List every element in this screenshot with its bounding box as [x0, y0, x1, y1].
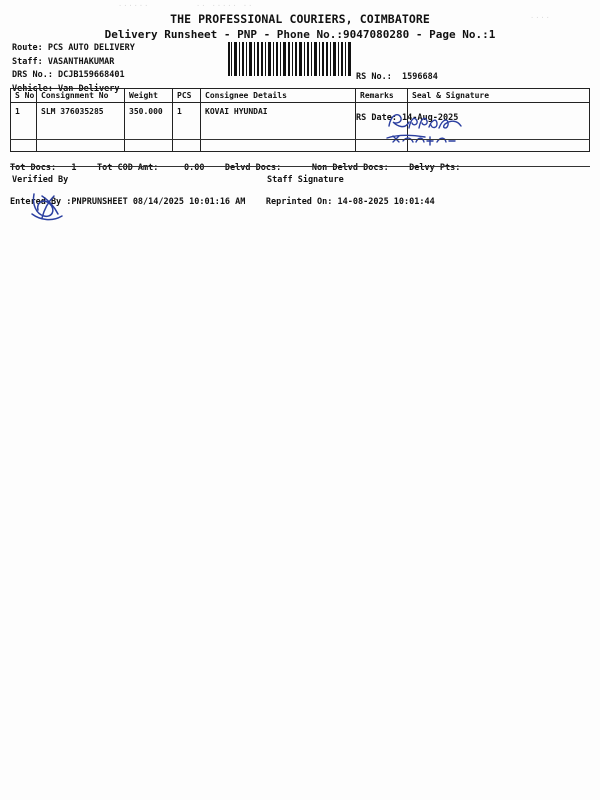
vehicle-line: Vehicle: Van Delivery [12, 83, 120, 94]
column-header-s-no: S No [11, 89, 37, 102]
totals-line-1: Tot Docs: 1 Tot COD Amt: 0.00 Delvd Docs: Non Delvd Docs: Delvy Pts: [10, 163, 461, 173]
barcode-value [228, 76, 229, 77]
column-header-remarks: Remarks [356, 89, 408, 102]
barcode-icon [228, 42, 352, 76]
scan-mark-right: ···· [530, 14, 551, 22]
drs-no-line: DRS No.: DCJB159668401 [12, 70, 125, 80]
cell-consignee: KOVAI HYUNDAI [201, 103, 356, 151]
totals-line-2: Entered By :PNPRUNSHEET 08/14/2025 10:01:16 AM Reprinted On: 14-08-2025 10:01:44 [10, 197, 435, 207]
column-header-seal-signature: Seal & Signature [412, 91, 490, 100]
totals-top-rule [10, 139, 590, 140]
column-header-pcs: PCS [173, 89, 201, 102]
column-header-consignment: Consignment No [37, 89, 125, 102]
cell-pcs: 1 [173, 103, 201, 151]
rs-date-line: RS Date: 14-Aug-2025 [356, 112, 459, 123]
totals-block [10, 143, 590, 227]
verified-by-ink [28, 190, 78, 224]
staff-signature-label: Staff Signature [267, 175, 344, 185]
route-line: Route: PCS AUTO DELIVERY [12, 43, 135, 53]
rs-no-line: RS No.: 1596684 [356, 72, 438, 82]
seal-signature-ink [385, 108, 495, 148]
staff-line: Staff: VASANTHAKUMAR [12, 56, 115, 67]
company-title: THE PROFESSIONAL COURIERS, COIMBATORE [170, 12, 430, 26]
scan-mark-mid: ·· ····· ·· [196, 2, 254, 10]
document-subtitle: Delivery Runsheet - PNP - Phone No.:9047080280 - Page No.:1 [104, 28, 496, 41]
totals-bottom-rule [10, 166, 590, 167]
cell-weight: 350.000 [125, 103, 173, 151]
column-header-weight: Weight [125, 89, 173, 102]
verified-by-label: Verified By [12, 175, 69, 185]
scan-mark-left: ······ [118, 2, 150, 10]
cell-consignment: SLM 376035285 [37, 103, 125, 151]
cell-s-no: 1 [11, 103, 37, 151]
column-header-consignee: Consignee Details [201, 89, 356, 102]
table-header-row [11, 89, 589, 103]
